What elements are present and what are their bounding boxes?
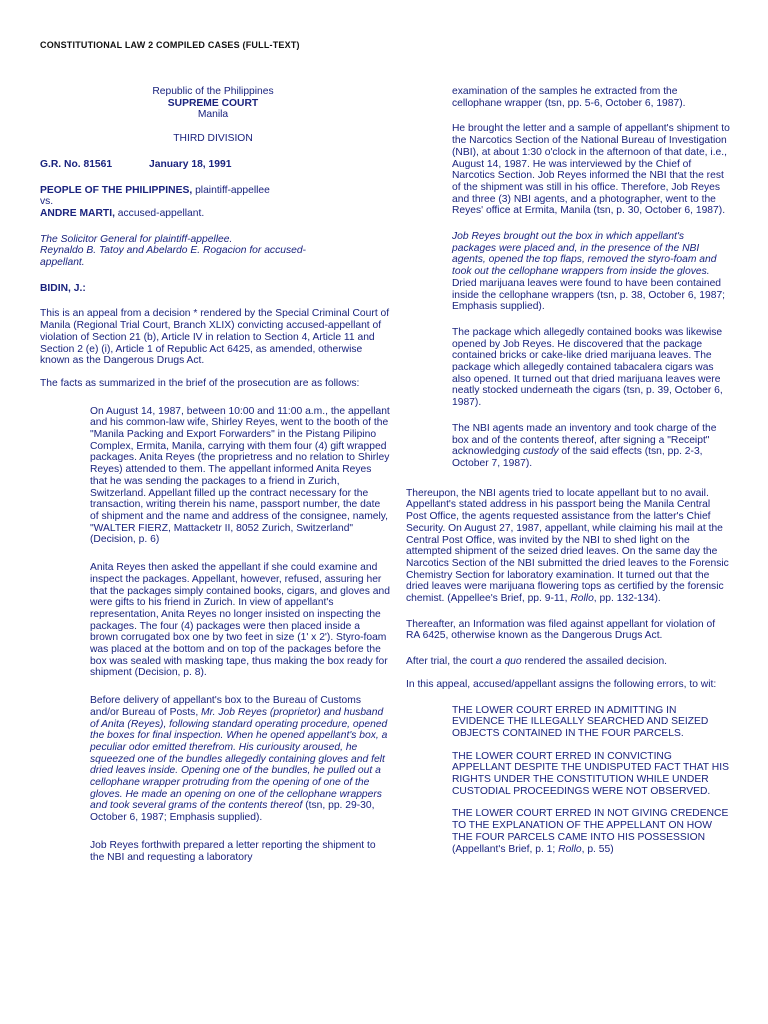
republic-line: Republic of the Philippines: [152, 86, 274, 97]
emphasis-run: Mr. Job Reyes (proprietor) and husband of Anita (Reyes), following standard operating procedure, opened the boxes for final inspection. When he opened appellant's box, a peculiar odor emitted therefrom. His curiousity aroused, he squeezed one of the bundles allegedly containing gloves and felt dried leaves inside. Opening one of the bundles, he pulled out a cellophane wrapper protruding from the opening of one of the gloves. He made an opening on one of the cellophane wrappers and took several grams of the contents thereof: [90, 706, 388, 812]
quoted-paragraph: examination of the samples he extracted from the cellophane wrapper (tsn, pp. 5-6, October 6, 1987).: [452, 86, 686, 109]
text-run: After trial, the court: [406, 656, 496, 668]
quoted-paragraph: [90, 695, 390, 824]
quoted-paragraph: He brought the letter and a sample of appellant's shipment to the Narcotics Section of the National Bureau of Investigation (NBI), at about 1:30 o'clock in the afternoon of that date, i.e., August 14, 1987. He was interviewed by the Chief of Narcotics Section. Job Reyes informed the NBI that the rest of the shipment was still in his office. Therefore, Job Reyes and three (3) NBI agents, and a photographer, went to the Reyes' office at Ermita, Manila (tsn, p. 30, October 6, 1987).: [452, 123, 730, 217]
plaintiff-role: plaintiff-appellee: [192, 184, 270, 196]
gr-number: G.R. No. 81561: [40, 158, 113, 170]
counsel-plaintiff: The Solicitor General for plaintiff-appellee.: [40, 233, 233, 245]
text-run: THE LOWER COURT ERRED IN NOT GIVING CREDENCE TO THE EXPLANATION OF THE APPELLANT ON HOW THE FOUR PARCELS CAME INTO HIS POSSESSION (Appellant's Brief, p. 1;: [452, 808, 729, 855]
court-name: SUPREME COURT: [167, 97, 259, 109]
emphasis-run: Rollo: [558, 843, 582, 855]
plaintiff-name: PEOPLE OF THE PHILIPPINES,: [40, 184, 193, 196]
text-run: (tsn, pp. 29-30, October 6, 1987; Emphasis supplied).: [90, 800, 375, 824]
parties-block: [40, 185, 390, 220]
quoted-paragraph: On August 14, 1987, between 10:00 and 11:00 a.m., the appellant and his common-law wife, Shirley Reyes, went to the booth of the "Manila Packing and Export Forwarders" in the Pistang Pilipino Complex, Ermita, Manila, carrying with them four (4) gift wrapped packages. Anita Reyes (the proprietress and no relation to Shirley Reyes) attended to them. The appellant informed Anita Reyes that he was sending the packages to a friend in Zurich, Switzerland. Appellant filled up the contract necessary for the transaction, writing therein his name, passport number, the date of shipment and the name and address of the consignee, namely, "WALTER FIERZ, Mattacketr II, 8052 Zurich, Switzerland" (Decision, p. 6): [90, 405, 390, 546]
emphasis-run: custody: [522, 446, 559, 458]
versus: vs.: [40, 196, 54, 208]
paragraph: [406, 488, 730, 605]
quoted-paragraph: [452, 231, 730, 313]
ponente: BIDIN, J.:: [40, 282, 86, 294]
left-column: [40, 86, 390, 874]
decision-date: January 18, 1991: [148, 158, 232, 170]
text-run: , pp. 132-134).: [593, 593, 661, 605]
paragraph: This is an appeal from a decision * rendered by the Special Criminal Court of Manila (Regional Trial Court, Branch XLIX) convicting accused-appellant of violation of Section 21 (b), Article IV in relation to Section 4, Article 11 and Section 2 (e) (i), Article 1 of Republic Act 6425, as amended, otherwise known as the Dangerous Drugs Act.: [40, 308, 390, 367]
quoted-paragraph: [452, 423, 730, 470]
division: THIRD DIVISION: [173, 133, 253, 145]
caption-block: [88, 86, 338, 145]
paragraph: The facts as summarized in the brief of the prosecution are as follows:: [40, 377, 360, 389]
quoted-paragraph: The package which allegedly contained books was likewise opened by Job Reyes. He discovered that the package contained bricks or cake-like dried marijuana leaves. The package which allegedly contained tabacalera cigars was also opened. It turned out that dried marijuana leaves were neatly stocked underneath the cigars (tsn, p. 39, October 6, 1987).: [452, 326, 723, 409]
quoted-paragraph: Job Reyes forthwith prepared a letter reporting the shipment to the NBI and requesting a laboratory: [90, 839, 376, 863]
accused-role: accused-appellant.: [114, 207, 205, 219]
text-run: rendered the assailed decision.: [521, 656, 668, 668]
text-run: The NBI agents made an inventory and took charge of the box and of the contents thereof, after signing a "Receipt" acknowledging: [452, 422, 717, 458]
accused-name: ANDRE MARTI,: [40, 207, 115, 219]
text-run: of the said effects (tsn, pp. 2-3, October 7, 1987).: [452, 446, 703, 469]
emphasis-run: Rollo: [570, 593, 594, 605]
counsel-accused: Reynaldo B. Tatoy and Abelardo E. Rogacion for accused-appellant.: [40, 245, 306, 269]
text-run: Dried marijuana leaves were found to have been contained inside the cellophane wrappers (tsn, p. 38, October 6, 1987; Emphasis supplied).: [452, 277, 726, 313]
paragraph: [406, 656, 730, 668]
assigned-error: THE LOWER COURT ERRED IN ADMITTING IN EVIDENCE THE ILLEGALLY SEARCHED AND SEIZED OBJECTS CONTAINED IN THE FOUR PARCELS.: [452, 704, 709, 739]
paragraph: Thereafter, an Information was filed against appellant for violation of RA 6425, otherwise known as the Dangerous Drugs Act.: [406, 618, 716, 642]
assigned-error: [452, 808, 730, 855]
emphasis-run: a quo: [495, 656, 522, 668]
quoted-paragraph: Anita Reyes then asked the appellant if she could examine and inspect the packages. Appellant, however, refused, assuring her that the packages simply contained books, cigars, and gloves and were gifts to his friend in Zurich. In view of appellant's representation, Anita Reyes no longer insisted on inspecting the packages. The four (4) packages were then placed inside a brown corrugated box one by two feet in size (1' x 2'). Styro-foam was placed at the bottom and on top of the packages before the box was sealed with masking tape, thus making the box ready for shipment (Decision, p. 8).: [90, 562, 390, 679]
paragraph: In this appeal, accused/appellant assigns the following errors, to wit:: [406, 678, 717, 690]
running-header: CONSTITUTIONAL LAW 2 COMPILED CASES (FULL-TEXT): [40, 40, 300, 50]
right-column: [406, 86, 730, 866]
court-city: Manila: [197, 109, 229, 121]
assigned-error: THE LOWER COURT ERRED IN CONVICTING APPELLANT DESPITE THE UNDISPUTED FACT THAT HIS RIGHTS UNDER THE CONSTITUTION WHILE UNDER CUSTODIAL PROCEEDINGS WERE NOT OBSERVED.: [452, 750, 729, 797]
text-run: , p. 55): [581, 843, 614, 855]
case-number-line: [40, 159, 390, 171]
text-run: Thereupon, the NBI agents tried to locate appellant but to no avail. Appellant's stated address in his passport being the Manila Central Post Office, the agents requested assistance from the latter's Chief Security. On August 27, 1987, appellant, while claiming his mail at the Central Post Office, was invited by the NBI to shed light on the attempted shipment of the seized dried leaves. On the same day the Narcotics Section of the NBI submitted the dried leaves to the Forensic Chemistry Section for laboratory examination. It turned out that the dried leaves were marijuana flowering tops as certified by the forensic chemist. (Appellee's Brief, pp. 9-11,: [406, 487, 729, 605]
text-run: Before delivery of appellant's box to the Bureau of Customs and/or Bureau of Posts,: [90, 695, 361, 718]
counsel-block: [40, 234, 350, 269]
emphasis-run: Job Reyes brought out the box in which appellant's packages were placed and, in the presence of the NBI agents, opened the top flaps, removed the styro-foam and took out the cellophane wrappers from inside the gloves.: [452, 231, 717, 278]
